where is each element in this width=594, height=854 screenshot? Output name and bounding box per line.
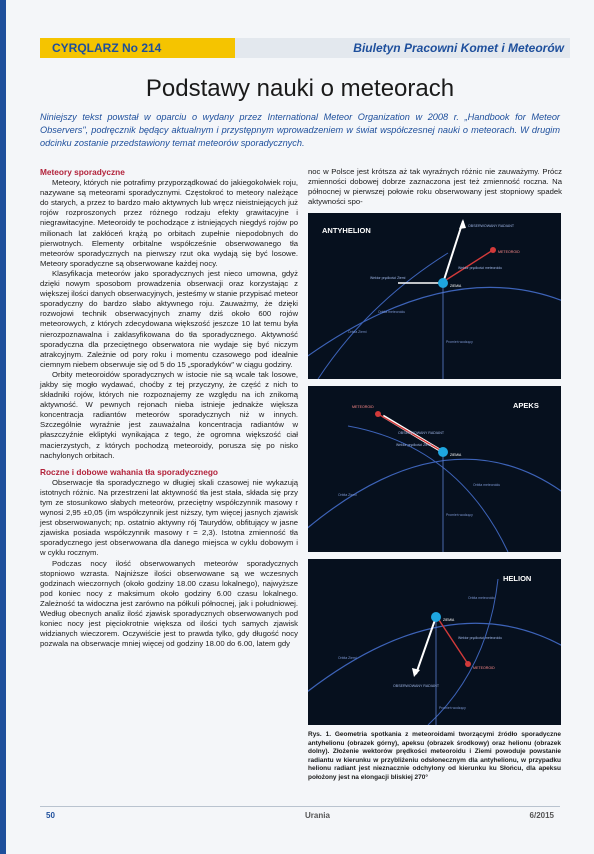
svg-text:Promień wodzący: Promień wodzący <box>446 340 473 344</box>
column-left <box>40 167 298 649</box>
paragraph: Meteory, których nie potrafimy przyporządkować do jakiegokolwiek roju, nazywane są meteorami sporadycznymi. Częstokroć to meteory należące do starych, a przez to bardzo mało aktywnych lub wręcz nieistniejących już rojów rozproszonych przez różnego rodzaju efekty grawitacyjne i niegrawitacyjne. Meteoroidy te pochodzące z istniejących niegdyś rojów po milionach lat zakłóceń krążą po orbitach zupełnie niepodobnych do pierwotnych. Elementy orbitalne współcześnie obserwowanego tła meteorów sporadycznych na pierwszy rzut oka wydają się być losowe. Meteory sporadyczne są obserwowane każdej nocy. <box>40 178 298 268</box>
svg-text:METEOROID: METEOROID <box>352 405 374 409</box>
svg-text:OBSERWOWANY RADIANT: OBSERWOWANY RADIANT <box>398 431 445 435</box>
article-title: Podstawy nauki o meteorach <box>145 75 455 102</box>
panel-label: HELION <box>503 574 532 583</box>
running-header <box>40 38 570 60</box>
column-right <box>308 167 562 207</box>
svg-text:OBSERWOWANY RADIANT: OBSERWOWANY RADIANT <box>393 684 440 688</box>
paragraph: Orbity meteoroidów sporadycznych w istocie nie są wcale tak losowe, jakby się mogło wydawać, choćby z tej przyczyny, że część z nich to składniki rojów, których nie rozpoznajemy ze względu na ich znikomą aktywność. W pewnych rejonach nieba istnieje jednakże większa koncentracja radiantów meteorów sporadycznych niż w innych. Szczególnie wyraźnie jest zauważalna koncentracja radiantów w płaszczyźnie ekliptyki wynikająca z tego, że ogromna większość ciał macierzystych, z których pochodzą meteoroidy, porusza się po nisko nachylonych orbitach. <box>40 369 298 460</box>
journal-name: Urania <box>305 811 330 820</box>
meteoroid-orbit-arc <box>318 253 448 379</box>
article-lead: Niniejszy tekst powstał w oparciu o wydany przez International Meteor Organization w 2008 r. „Handbook for Meteor Observers", podręcznik będący aktualnym i przystępnym wprowadzeniem w świat współczesnej nauki o meteorach. W drugim odcinku zostanie przedstawiony temat meteorów sporadycznych. <box>40 112 560 148</box>
svg-text:Promień wodzący: Promień wodzący <box>439 706 466 710</box>
panel-helion <box>308 559 561 725</box>
meteoroid-dot <box>490 247 496 253</box>
footer-divider <box>40 806 560 807</box>
paragraph: Klasyfikacja meteorów jako sporadycznych jest nieco umowna, gdyż dzięki nowym sposobom prowadzenia obserwacji oraz korzystając z większej ilości danych obserwacyjnych, jesteśmy w stanie przypisać meteor sporadyczny do bardzo słabo aktywnego roju. Zauważmy, że dzięki rozwojowi technik obserwacyjnych znamy dziś około 600 rojów meteorowych, z których zdecydowana większość jeszcze 10 lat temu była nierozpoznawalna i zaklasyfikowana do tła sporadycznego. Aktywność sporadyczna dla przeciętnego obserwatora nie wydaje się być niczym atrakcyjnym. Zależnie od pory roku i momentu czasowego pod idealnie ciemnym niebem obserwuje się od 5 do 15 „sporadyków" w ciągu godziny. <box>40 268 298 369</box>
svg-text:Orbita meteoroidu: Orbita meteoroidu <box>378 310 406 314</box>
svg-text:Wektor prędkości meteoroidu: Wektor prędkości meteoroidu <box>458 636 503 640</box>
svg-text:OBSERWOWANY RADIANT: OBSERWOWANY RADIANT <box>468 224 515 228</box>
earth-orbit-arc <box>308 287 561 363</box>
svg-text:ZIEMIA: ZIEMIA <box>443 618 455 622</box>
svg-text:Wektor prędkości Ziemi: Wektor prędkości Ziemi <box>396 443 432 447</box>
header-bulletin-title: Biuletyn Pracowni Komet i Meteorów <box>235 38 570 58</box>
figure-caption: Rys. 1. Geometria spotkania z meteoroidami tworzącymi źródło sporadyczne antyhelionu (obrazek górny), apeksu (obrazek środkowy) oraz helionu (obrazek dolny). Złożenie wektorów prędkości meteoroidu i Ziemi powoduje powstanie radiantu w kierunku w przybliżeniu odsłonecznym dla antyhelionu, w przypadku helionu radiant jest nieznacznie odchylony od kierunku ku Słońcu, dla apeksu położony jest na elongacji bliskiej 270° <box>308 731 561 781</box>
paragraph-continued: noc w Polsce jest krótsza aż tak wyraźnych różnic nie zauważymy. Prócz zmienności dobowej dobrze zaznaczona jest też zmienność roczna. Na północnej w pierwszej połowie roku obserwowany jest stopniowy spadek aktywności spo- <box>308 167 562 207</box>
svg-text:Wektor prędkości meteoroidu: Wektor prędkości meteoroidu <box>458 266 503 270</box>
panel-apex <box>308 386 561 552</box>
panel-label: ANTYHELION <box>322 226 371 235</box>
svg-text:METEOROID: METEOROID <box>473 666 495 670</box>
svg-text:Orbita Ziemi: Orbita Ziemi <box>338 656 357 660</box>
section-heading-sporadic: Meteory sporadyczne <box>40 167 125 177</box>
svg-text:METEOROID: METEOROID <box>498 250 520 254</box>
svg-text:Promień wodzący: Promień wodzący <box>446 513 473 517</box>
section-heading-variations: Roczne i dobowe wahania tła sporadycznego <box>40 466 218 477</box>
svg-text:ZIEMIA: ZIEMIA <box>450 284 462 288</box>
paragraph: Obserwacje tła sporadycznego w długiej skali czasowej nie wykazują istotnych różnic. Na przestrzeni lat aktywność tła jest stała, składa się przy tym ze stosunkowo słabych meteorów, przeciętny współczynnik masowy r wynosi 2,95 ±0,05 (im współczynnik jest niższy, tym więcej jasnych zjawisk jest obserwowanych; np. ostatnio aktywny rój Taurydów, obfitujący w jasne zjawiska posiada współczynnik masowy r = 2,3). Istotna zmienność tła sporadycznego jest obserwowana dla danego miejsca w cyklu dobowym i w cyklu rocznym. <box>40 477 298 558</box>
observed-radiant-arrow <box>443 221 463 283</box>
svg-text:Orbita Ziemi: Orbita Ziemi <box>338 493 357 497</box>
svg-text:Wektor prędkości Ziemi: Wektor prędkości Ziemi <box>370 276 406 280</box>
page-edge-bar <box>0 0 6 854</box>
panel-antihelion <box>308 213 561 379</box>
svg-text:Orbita Ziemi: Orbita Ziemi <box>348 330 367 334</box>
header-badge: CYRQLARZ No 214 <box>40 38 235 58</box>
paragraph: Podczas nocy ilość obserwowanych meteorów sporadycznych stopniowo wzrasta. Najniższe ilości obserwowane są we wczesnych godzinach wieczornych (około godziny 18.00 czasu lokalnego), najwyższe pod koniec nocy z maksimum około godziny 6.00 czasu lokalnego. Zależność ta widoczna jest zarówno na półkuli północnej, jak i południowej. Według obecnych analiz ilość zjawisk sporadycznych obserwowanych pod koniec nocy jest pięciokrotnie większa od ilości tych samych zjawisk widzianych wieczorem. Oczywiście jest to prawda tylko, gdy długość nocy pozwala na obserwacje mniej więcej od godziny 18.00 do 6.00, latem gdy <box>40 558 298 649</box>
panel-label: APEKS <box>513 401 539 410</box>
page-footer <box>40 811 560 825</box>
svg-text:Orbita meteoroidu: Orbita meteoroidu <box>468 596 496 600</box>
earth-icon <box>438 278 448 288</box>
svg-text:ZIEMIA: ZIEMIA <box>450 453 462 457</box>
issue-number: 6/2015 <box>529 811 554 820</box>
svg-text:Orbita meteoroidu: Orbita meteoroidu <box>473 483 501 487</box>
figure-encounter-geometry <box>308 213 561 725</box>
page-number: 50 <box>46 811 55 820</box>
